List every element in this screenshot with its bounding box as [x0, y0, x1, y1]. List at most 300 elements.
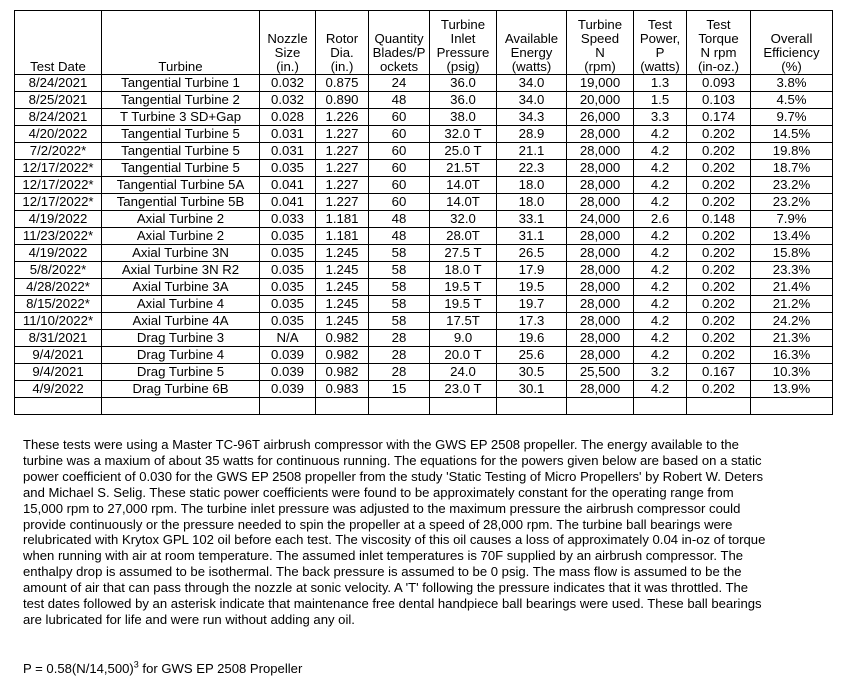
table-cell: 60 [369, 143, 430, 160]
column-header-line: Inlet [450, 31, 476, 46]
table-cell: 34.0 [497, 92, 567, 109]
table-cell: 19.5 T [430, 279, 497, 296]
column-header-line: Speed [580, 31, 620, 46]
table-cell: 1.227 [316, 194, 369, 211]
table-cell: 0.035 [260, 296, 316, 313]
table-cell: 4.2 [634, 347, 687, 364]
notes-line: provide continuously or the pressure needed to spin the propeller at a speed of 28,000 rpm. The turbine ball bearings were [23, 516, 733, 532]
column-header-line: Test [706, 17, 731, 32]
table-cell: 20,000 [567, 92, 634, 109]
table-cell: 28 [369, 347, 430, 364]
table-cell: 25.0 T [430, 143, 497, 160]
table-cell: 0.875 [316, 75, 369, 92]
column-header-line: Size [274, 45, 301, 60]
column-header-line: Energy [510, 45, 553, 60]
table-cell: Tangential Turbine 5 [102, 143, 260, 160]
table-cell: 0.982 [316, 330, 369, 347]
notes-line: test dates followed by an asterisk indicate that maintenance free dental handpiece ball bearings were used. These ball bearings [23, 596, 762, 612]
notes-line: relubricated with Krytox GPL 102 oil before each test. The viscosity of this oil causes a loss of approximately 0.04 in-oz of torque [23, 532, 766, 548]
table-cell: 1.245 [316, 313, 369, 330]
table-cell: 18.7% [751, 160, 833, 177]
table-cell: 32.0 [430, 211, 497, 228]
table-cell: Tangential Turbine 5 [102, 160, 260, 177]
table-cell: 1.227 [316, 143, 369, 160]
column-header [497, 11, 567, 75]
table-cell: 4.2 [634, 296, 687, 313]
table-cell: 19,000 [567, 75, 634, 92]
table-cell: 28,000 [567, 279, 634, 296]
table-cell-empty [15, 398, 102, 415]
table-cell: 36.0 [430, 92, 497, 109]
table-cell: 0.035 [260, 160, 316, 177]
table-row-empty [15, 398, 833, 415]
table-cell: 1.245 [316, 245, 369, 262]
column-header-line: Pressure [436, 45, 490, 60]
table-cell: 11/10/2022* [15, 313, 102, 330]
table-cell: 23.2% [751, 177, 833, 194]
table-cell: 21.3% [751, 330, 833, 347]
notes-line: and Michael S. Selig. These static power coefficients were found to be approximately constant for the operating range from [23, 484, 734, 500]
table-cell: 58 [369, 296, 430, 313]
table-cell: 0.041 [260, 177, 316, 194]
table-cell: Tangential Turbine 5A [102, 177, 260, 194]
table-cell: 0.031 [260, 143, 316, 160]
column-header [567, 11, 634, 75]
table-cell: 28,000 [567, 194, 634, 211]
table-cell: 14.0T [430, 177, 497, 194]
table-cell: 12/17/2022* [15, 194, 102, 211]
table-cell: 4/20/2022 [15, 126, 102, 143]
table-cell: 11/23/2022* [15, 228, 102, 245]
column-header-line: P [655, 45, 665, 60]
table-row [15, 330, 833, 347]
table-cell: 23.0 T [430, 381, 497, 398]
table-cell: 21.5T [430, 160, 497, 177]
table-cell: 0.202 [687, 313, 751, 330]
table-cell-empty [687, 398, 751, 415]
table-cell: 9.0 [430, 330, 497, 347]
table-cell: 58 [369, 313, 430, 330]
table-cell: 15.8% [751, 245, 833, 262]
table-cell: 0.035 [260, 228, 316, 245]
table-cell: 24,000 [567, 211, 634, 228]
table-cell: 34.0 [497, 75, 567, 92]
table-cell: Axial Turbine 2 [102, 211, 260, 228]
table-cell: 2.6 [634, 211, 687, 228]
table-cell: 0.890 [316, 92, 369, 109]
table-cell: 36.0 [430, 75, 497, 92]
notes-line: turbine was a maxium of about 35 watts for continuous running. The equations for the powers given below are based on a static [23, 452, 762, 468]
table-cell: 0.202 [687, 177, 751, 194]
table-cell: 28,000 [567, 160, 634, 177]
notes-line: enthalpy drop is assumed to be isothermal. The back pressure is assumed to be 0 psig. The mass flow is assumed to be the [23, 564, 742, 580]
table-cell: 1.227 [316, 177, 369, 194]
table-cell: 1.181 [316, 228, 369, 245]
table-cell: 19.5 T [430, 296, 497, 313]
table-cell: 60 [369, 194, 430, 211]
table-cell: 1.227 [316, 126, 369, 143]
column-header-line: Dia. [330, 45, 354, 60]
table-cell: 19.7 [497, 296, 567, 313]
table-cell: 1.226 [316, 109, 369, 126]
table-cell: 0.148 [687, 211, 751, 228]
table-cell: 22.3 [497, 160, 567, 177]
table-row [15, 279, 833, 296]
table-cell: 8/24/2021 [15, 75, 102, 92]
table-cell: 0.202 [687, 194, 751, 211]
table-cell: 7/2/2022* [15, 143, 102, 160]
table-row [15, 347, 833, 364]
column-header-line: Power, [639, 31, 681, 46]
turbine-test-results-table [14, 10, 833, 415]
table-cell: 3.2 [634, 364, 687, 381]
table-row [15, 313, 833, 330]
table-cell: N/A [260, 330, 316, 347]
table-cell: 0.035 [260, 313, 316, 330]
table-cell: 24.0 [430, 364, 497, 381]
table-cell: 0.982 [316, 347, 369, 364]
column-header [102, 11, 260, 75]
table-cell: 31.1 [497, 228, 567, 245]
table-cell: 0.028 [260, 109, 316, 126]
table-cell: 4.2 [634, 126, 687, 143]
table-cell: 4.2 [634, 228, 687, 245]
column-header-line: Turbine [440, 17, 486, 32]
table-cell: 4.2 [634, 330, 687, 347]
table-cell: 4.2 [634, 313, 687, 330]
table-cell: 25.6 [497, 347, 567, 364]
table-cell: 28,000 [567, 126, 634, 143]
table-cell: 4.2 [634, 143, 687, 160]
table-cell: 32.0 T [430, 126, 497, 143]
table-cell: 0.032 [260, 75, 316, 92]
table-cell: 0.032 [260, 92, 316, 109]
table-cell: 0.167 [687, 364, 751, 381]
table-cell: 1.245 [316, 279, 369, 296]
table-cell: 12/17/2022* [15, 177, 102, 194]
table-cell: 9.7% [751, 109, 833, 126]
table-cell: 21.4% [751, 279, 833, 296]
column-header-line: (%) [781, 59, 802, 74]
column-header-line: (psig) [446, 59, 480, 74]
table-cell-empty [260, 398, 316, 415]
table-cell: 0.982 [316, 364, 369, 381]
table-cell: 28,000 [567, 245, 634, 262]
table-cell: 0.202 [687, 381, 751, 398]
table-cell: 0.035 [260, 245, 316, 262]
table-body [15, 75, 833, 415]
column-header-line: Available [504, 31, 559, 46]
table-cell: 0.202 [687, 228, 751, 245]
table-cell: 28,000 [567, 228, 634, 245]
column-header [316, 11, 369, 75]
table-cell: 58 [369, 279, 430, 296]
table-cell-empty [102, 398, 260, 415]
table-cell: 28,000 [567, 177, 634, 194]
column-header [15, 11, 102, 75]
notes-line: amount of air that can pass through the nozzle at sonic velocity. A 'T' following the pressure indicates that it was throttled. The [23, 580, 749, 596]
table-cell: Tangential Turbine 2 [102, 92, 260, 109]
table-cell: 8/24/2021 [15, 109, 102, 126]
table-cell: 0.035 [260, 279, 316, 296]
table-cell: 4/28/2022* [15, 279, 102, 296]
table-cell: 4/19/2022 [15, 245, 102, 262]
table-cell: 0.093 [687, 75, 751, 92]
table-cell: 60 [369, 177, 430, 194]
column-header-line: (in.) [330, 59, 354, 74]
table-cell: 24.2% [751, 313, 833, 330]
notes-line: are lubricated for life and were run without adding any oil. [23, 611, 355, 627]
table-cell: Axial Turbine 4A [102, 313, 260, 330]
table-cell: 0.174 [687, 109, 751, 126]
table-cell: 24 [369, 75, 430, 92]
formula-exponent: 3 [133, 659, 139, 670]
table-cell: 1.245 [316, 262, 369, 279]
column-header [369, 11, 430, 75]
column-header-line: Blades/P [372, 45, 426, 60]
table-cell: 28,000 [567, 330, 634, 347]
table-cell: 21.2% [751, 296, 833, 313]
table-cell: 0.202 [687, 143, 751, 160]
table-row [15, 381, 833, 398]
table-cell: 60 [369, 109, 430, 126]
table-cell: Drag Turbine 3 [102, 330, 260, 347]
test-notes-paragraph [23, 437, 823, 628]
table-cell: 30.5 [497, 364, 567, 381]
table-row [15, 75, 833, 92]
table-cell: 28.0T [430, 228, 497, 245]
table-cell: 1.181 [316, 211, 369, 228]
table-cell-empty [567, 398, 634, 415]
table-cell: 4.2 [634, 245, 687, 262]
table-row [15, 211, 833, 228]
table-cell: 4.2 [634, 381, 687, 398]
results-table-container [14, 10, 832, 415]
table-row [15, 262, 833, 279]
table-cell: 18.0 [497, 194, 567, 211]
table-cell: 7.9% [751, 211, 833, 228]
column-header-line: Overall [770, 31, 813, 46]
table-cell: 1.3 [634, 75, 687, 92]
table-cell: 0.202 [687, 296, 751, 313]
table-cell: 14.5% [751, 126, 833, 143]
table-cell: 28,000 [567, 381, 634, 398]
table-cell: 28,000 [567, 262, 634, 279]
table-cell: 28,000 [567, 347, 634, 364]
table-cell: 58 [369, 262, 430, 279]
table-cell: 0.202 [687, 347, 751, 364]
table-cell-empty [430, 398, 497, 415]
column-header-line: (watts) [511, 59, 552, 74]
notes-line: These tests were using a Master TC-96T airbrush compressor with the GWS EP 2508 propeller. The energy available to the [23, 437, 739, 452]
table-cell: 17.9 [497, 262, 567, 279]
table-cell: Axial Turbine 3N R2 [102, 262, 260, 279]
table-cell: 1.5 [634, 92, 687, 109]
table-cell: 4.2 [634, 262, 687, 279]
table-cell: Axial Turbine 2 [102, 228, 260, 245]
table-cell: 27.5 T [430, 245, 497, 262]
notes-line: when running with air at room temperature. The assumed inlet temperatures is 70F supplied by an airbrush compressor. The [23, 548, 744, 564]
table-cell: 10.3% [751, 364, 833, 381]
table-cell: 0.103 [687, 92, 751, 109]
table-cell: 48 [369, 92, 430, 109]
table-cell: 30.1 [497, 381, 567, 398]
column-header-line: Test [647, 17, 673, 32]
table-header-row [15, 11, 833, 75]
column-header-line: Quantity [374, 31, 424, 46]
table-cell: 58 [369, 245, 430, 262]
column-header-line: (watts) [640, 59, 680, 74]
table-cell: 4/9/2022 [15, 381, 102, 398]
table-cell: 9/4/2021 [15, 347, 102, 364]
table-row [15, 245, 833, 262]
table-cell: 28,000 [567, 313, 634, 330]
table-row [15, 177, 833, 194]
table-cell: Drag Turbine 4 [102, 347, 260, 364]
table-cell: 13.9% [751, 381, 833, 398]
table-row [15, 143, 833, 160]
table-row [15, 109, 833, 126]
table-cell: 16.3% [751, 347, 833, 364]
table-cell: 1.245 [316, 296, 369, 313]
table-cell: 8/25/2021 [15, 92, 102, 109]
table-cell: Tangential Turbine 1 [102, 75, 260, 92]
table-cell: 26,000 [567, 109, 634, 126]
table-cell: 38.0 [430, 109, 497, 126]
table-cell: T Turbine 3 SD+Gap [102, 109, 260, 126]
table-cell: 8/31/2021 [15, 330, 102, 347]
table-cell: 19.5 [497, 279, 567, 296]
table-cell: 0.202 [687, 245, 751, 262]
table-cell: 34.3 [497, 109, 567, 126]
table-cell: 28 [369, 364, 430, 381]
table-cell: 0.202 [687, 279, 751, 296]
formula-suffix: for GWS EP 2508 Propeller [138, 661, 303, 676]
column-header-line: Turbine [577, 17, 623, 32]
table-cell: 1.227 [316, 160, 369, 177]
table-cell: 0.202 [687, 330, 751, 347]
table-row [15, 92, 833, 109]
table-cell: 48 [369, 228, 430, 245]
table-cell: 48 [369, 211, 430, 228]
table-cell: 28.9 [497, 126, 567, 143]
table-cell: 5/8/2022* [15, 262, 102, 279]
column-header-line: (in-oz.) [697, 59, 740, 74]
table-cell: 3.3 [634, 109, 687, 126]
table-cell: 18.0 T [430, 262, 497, 279]
table-cell: 18.0 [497, 177, 567, 194]
table-cell: 4/19/2022 [15, 211, 102, 228]
table-cell: 28,000 [567, 143, 634, 160]
table-cell: 8/15/2022* [15, 296, 102, 313]
column-header-line: Efficiency [763, 45, 820, 60]
table-cell-empty [497, 398, 567, 415]
table-cell: 12/17/2022* [15, 160, 102, 177]
table-cell: 4.2 [634, 279, 687, 296]
table-cell: 4.2 [634, 160, 687, 177]
column-header [260, 11, 316, 75]
table-cell: 60 [369, 126, 430, 143]
table-cell: Axial Turbine 4 [102, 296, 260, 313]
table-cell: Drag Turbine 5 [102, 364, 260, 381]
table-cell: 0.983 [316, 381, 369, 398]
table-cell: Axial Turbine 3N [102, 245, 260, 262]
table-row [15, 160, 833, 177]
table-cell: 0.041 [260, 194, 316, 211]
table-cell: 17.5T [430, 313, 497, 330]
column-header [751, 11, 833, 75]
table-cell: 26.5 [497, 245, 567, 262]
table-cell: 25,500 [567, 364, 634, 381]
table-cell: 0.033 [260, 211, 316, 228]
table-cell: 19.8% [751, 143, 833, 160]
table-cell-empty [369, 398, 430, 415]
table-cell: 19.6 [497, 330, 567, 347]
table-cell: 28,000 [567, 296, 634, 313]
table-cell: 20.0 T [430, 347, 497, 364]
table-cell: 14.0T [430, 194, 497, 211]
table-cell: 0.202 [687, 160, 751, 177]
table-cell: 0.039 [260, 364, 316, 381]
notes-line: 15,000 rpm to 27,000 rpm. The turbine inlet pressure was adjusted to the maximum pressure the airbrush compressor could [23, 500, 741, 516]
table-cell-empty [316, 398, 369, 415]
table-cell: 0.039 [260, 381, 316, 398]
table-cell-empty [751, 398, 833, 415]
table-row [15, 194, 833, 211]
table-cell: 4.2 [634, 177, 687, 194]
table-cell: 4.2 [634, 194, 687, 211]
column-header [430, 11, 497, 75]
table-row [15, 364, 833, 381]
table-cell: 0.031 [260, 126, 316, 143]
table-cell: 4.5% [751, 92, 833, 109]
column-header-line: N [595, 45, 605, 60]
table-cell: 0.202 [687, 262, 751, 279]
table-cell: 0.035 [260, 262, 316, 279]
power-formula [23, 661, 302, 677]
column-header-line: Rotor [325, 31, 359, 46]
column-header-line: (rpm) [584, 59, 616, 74]
column-header [687, 11, 751, 75]
table-cell: 0.039 [260, 347, 316, 364]
table-cell-empty [634, 398, 687, 415]
formula-prefix: P = 0.58(N/14,500) [23, 661, 134, 676]
table-cell: 33.1 [497, 211, 567, 228]
table-cell: 21.1 [497, 143, 567, 160]
table-cell: Tangential Turbine 5 [102, 126, 260, 143]
table-row [15, 126, 833, 143]
table-row [15, 228, 833, 245]
table-cell: 0.202 [687, 126, 751, 143]
column-header-line: ockets [379, 59, 419, 74]
table-cell: Drag Turbine 6B [102, 381, 260, 398]
table-cell: 60 [369, 160, 430, 177]
table-cell: 23.3% [751, 262, 833, 279]
table-cell: 13.4% [751, 228, 833, 245]
table-cell: 15 [369, 381, 430, 398]
table-row [15, 296, 833, 313]
table-cell: 23.2% [751, 194, 833, 211]
column-header [634, 11, 687, 75]
column-header-line: Test Date [30, 59, 86, 74]
column-header-line: (in.) [276, 59, 299, 74]
table-cell: 3.8% [751, 75, 833, 92]
column-header-line: Turbine [158, 59, 203, 74]
column-header-line: N rpm [700, 45, 737, 60]
table-cell: 17.3 [497, 313, 567, 330]
table-cell: 28 [369, 330, 430, 347]
table-cell: Tangential Turbine 5B [102, 194, 260, 211]
